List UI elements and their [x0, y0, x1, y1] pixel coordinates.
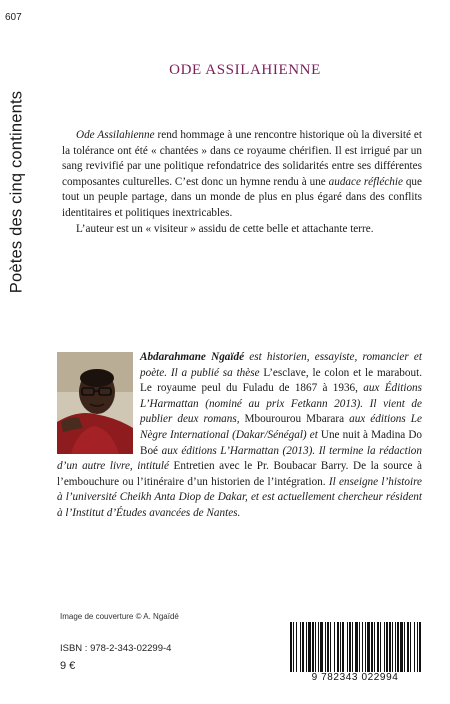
barcode-bar: [407, 622, 409, 674]
barcode-bar: [327, 622, 329, 674]
author-bio: [57, 350, 422, 522]
barcode-bar: [380, 622, 381, 674]
barcode: [286, 622, 424, 684]
barcode-bar: [355, 622, 358, 674]
spine-area: [1, 40, 31, 345]
blurb-text-a: rend hommage à une rencontre historique où la diversité et la tolérance ont été « chantées » dans ce royaume chérifien. Il est irrigué par un sang revivifié par une politique refondatrice des solidarités entre ses différentes composantes culturelles. C’est donc un hymne rendu à une: [62, 129, 423, 188]
barcode-bar: [315, 622, 316, 674]
barcode-bar: [389, 622, 391, 674]
barcode-bar: [312, 622, 314, 674]
bio-text-3: aux Éditions L’Harmattan (nominé au prix Fetkann 2013). Il vient de publier deux romans,: [140, 382, 422, 426]
author-name: Abdarahmane Ngaïdé: [140, 351, 245, 363]
barcode-bar: [337, 622, 339, 674]
barcode-bar: [347, 622, 348, 674]
barcode-bar: [325, 622, 326, 674]
bio-text-7: aux éditions L’Harmattan (2013). Il termine la rédaction d’un autre livre, intitulé: [57, 444, 422, 473]
barcode-bar: [349, 622, 351, 674]
barcode-bar: [392, 622, 393, 674]
barcode-bar: [386, 622, 388, 674]
bio-thesis: L’esclave, le colon et le marabout. Le royaume peul du Fuladu de 1867 à 1936,: [140, 366, 422, 395]
barcode-bar: [293, 622, 294, 674]
blurb-paragraph-2: L’auteur est un « visiteur » assidu de cette belle et attachante terre.: [76, 222, 374, 235]
photo-spacer: [57, 350, 140, 458]
barcode-bar: [362, 622, 363, 674]
barcode-bar: [342, 622, 344, 674]
barcode-bar: [377, 622, 379, 674]
barcode-digits: 9 782343 022994: [286, 672, 424, 684]
barcode-bar: [410, 622, 411, 674]
barcode-bar: [318, 622, 319, 674]
barcode-bar: [359, 622, 360, 674]
blurb-book-title: Ode Assilahienne: [76, 129, 155, 141]
barcode-bar: [306, 622, 307, 674]
barcode-bar: [395, 622, 396, 674]
barcode-bar: [296, 622, 297, 674]
barcode-bar: [330, 622, 331, 674]
collection-title: Poètes des cinq continents: [7, 90, 26, 294]
barcode-bar: [308, 622, 311, 674]
series-number: 607: [5, 12, 22, 23]
price: 9 €: [60, 660, 76, 672]
cover-credit: Image de couverture © A. Ngaïdé: [60, 612, 179, 621]
barcode-bar: [320, 622, 323, 674]
barcode-bar: [414, 622, 415, 674]
blurb-paragraph-1: [62, 128, 422, 222]
blurb-text-b: que tout un peuple partage, dans un monde de plus en plus égaré dans des conflits identitaires et politiques inextricables.: [62, 175, 422, 219]
barcode-bar: [400, 622, 403, 674]
barcode-bar: [374, 622, 375, 674]
barcode-bar: [340, 622, 341, 674]
bio-book-3: Entretien avec le Pr. Boubacar Barry. De la source à l’embouchure ou l’itinéraire d’un historien de l’intégration.: [57, 460, 422, 488]
barcode-bar: [384, 622, 385, 674]
barcode-bar: [334, 622, 335, 674]
bio-text-9: Il enseigne l’histoire à l’université Cheikh Anta Diop de Dakar, et est actuellement chercheur résident à l’Institut d’Études avancées de Nantes.: [57, 475, 422, 519]
barcode-bar: [371, 622, 373, 674]
barcode-bar: [290, 622, 292, 674]
barcode-bar: [367, 622, 370, 674]
barcode-bar: [365, 622, 366, 674]
barcode-bars: [286, 622, 424, 674]
bio-text-1: est historien, essayiste, romancier et poète. Il a publié sa thèse: [140, 351, 422, 379]
barcode-bar: [300, 622, 301, 674]
bio-text-5: aux éditions Le Nègre International (Dakar/Sénégal) et: [140, 413, 422, 441]
barcode-bar: [404, 622, 405, 674]
barcode-bar: [397, 622, 399, 674]
blurb: [62, 128, 422, 237]
barcode-bar: [417, 622, 418, 674]
isbn: ISBN : 978-2-343-02299-4: [60, 643, 172, 654]
blurb-emphasis: audace réfléchie: [328, 175, 403, 188]
barcode-bar: [419, 622, 421, 674]
bio-novel-1: Mbourourou Mbarara: [244, 413, 345, 426]
barcode-bar: [302, 622, 304, 674]
bio-novel-2: Une nuit à Madina Do Boé: [140, 428, 422, 457]
barcode-bar: [352, 622, 353, 674]
book-title: ODE ASSILAHIENNE: [169, 62, 321, 78]
